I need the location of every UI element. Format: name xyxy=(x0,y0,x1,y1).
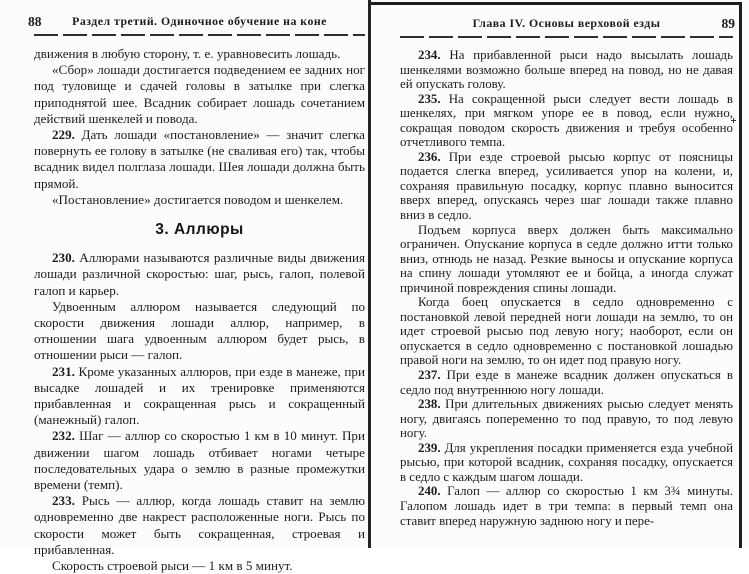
left-running-title: Раздел третий. Одиночное обучение на коне xyxy=(72,14,327,28)
paragraph xyxy=(34,299,365,364)
paragraph xyxy=(34,46,365,62)
right-page-top-edge xyxy=(371,2,740,5)
paragraph xyxy=(34,192,365,208)
paragraph xyxy=(400,441,733,485)
paragraph xyxy=(400,48,733,92)
paragraph xyxy=(400,150,733,223)
right-page-right-edge xyxy=(739,2,742,548)
paragraph-number: 229. xyxy=(52,127,75,143)
paragraph-text: Для укрепления посадки применяется езда учебной рысью, при которой всадник, сохраняя посадку, опускается в седло с каждым шагом лошади. xyxy=(400,440,733,484)
paragraph xyxy=(34,428,365,493)
left-page xyxy=(28,14,365,574)
paragraph xyxy=(400,368,733,397)
paragraph-text: Дать лошади «постановление» — значит слегка повернуть ее голову в затылке (не сваливая его) так, чтобы всадник видел полглаза лошади. Шея лошади должна быть прямой. xyxy=(34,127,365,191)
paragraph-number: 230. xyxy=(52,250,75,266)
paragraph xyxy=(400,92,733,150)
page-gutter-divider xyxy=(368,0,371,548)
paragraph xyxy=(34,62,365,127)
left-running-head xyxy=(28,14,365,31)
paragraph-text: Шаг — аллюр со скоростью 1 км в 10 минут. При движении шагом лошадь отбивает ногами четыре последовательных удара о землю в разные промежутки времени (темп). xyxy=(34,428,365,493)
paragraph-number: 232. xyxy=(52,428,75,444)
right-running-title: Глава IV. Основы верховой езды xyxy=(472,16,661,30)
left-page-body xyxy=(34,46,365,574)
paragraph-text: Скорость строевой рыси — 1 км в 5 минут. xyxy=(52,558,293,574)
paragraph-text: При езде в манеже всадник должен опускаться в седло под внутреннюю ногу лошади. xyxy=(400,368,733,397)
paragraph-text: «Сбор» лошади достигается подведением ее задних ног под туловище и сдачей головы в затылке при слегка приподнятой шее. Всадник собирает лошадь сочетанием действий шенкелей и повода. xyxy=(34,62,365,126)
paragraph-text: При длительных движениях рысью следует менять ногу, двигаясь попеременно то под правую, то под левую ногу. xyxy=(400,397,733,441)
paragraph-text: На прибавленной рыси надо высылать лошадь шенкелями возможно больше вперед на повод, но не давая ей опускать голову. xyxy=(400,48,733,92)
paragraph-text: Кроме указанных аллюров, при езде в манеже, при высадке лошадей и их тренировке применяются прибавленная и сокращенная рысь и сокращенный (манежный) галоп. xyxy=(34,363,365,428)
left-header-rule xyxy=(34,34,365,36)
paragraph-text: движения в любую сторону, т. е. уравновесить лошадь. xyxy=(34,46,341,61)
paragraph xyxy=(400,295,733,368)
paragraph xyxy=(400,397,733,441)
paragraph-text: На сокращенной рыси следует вести лошадь в шенкелях, при мягком упоре ее в повод, если нужно, сокращая поводом скорость движения и требуя особенно отчетливого темпа. xyxy=(400,91,733,150)
section-heading: 3. Аллюры xyxy=(155,221,244,239)
right-running-head xyxy=(400,16,733,33)
paragraph-number: 239. xyxy=(418,440,441,455)
paragraph-text: «Постановление» достигается поводом и шенкелем. xyxy=(52,191,344,207)
right-page-number: 89 xyxy=(721,16,735,31)
paragraph-number: 231. xyxy=(52,363,75,379)
paragraph xyxy=(34,493,365,558)
paragraph-number: 237. xyxy=(418,368,441,383)
paragraph-number: 235. xyxy=(418,91,441,106)
paragraph xyxy=(34,558,365,574)
paragraph-text: Галоп — аллюр со скоростью 1 км 3¾ минуты. Галопом лошадь идет в три темпа: в первый темп она ставит вперед наружную заднюю ногу и пере- xyxy=(400,484,733,528)
paragraph xyxy=(34,250,365,299)
paragraph xyxy=(34,127,365,192)
paragraph-text: Подъем корпуса вверх должен быть максимально ограничен. Опускание корпуса в седле должно итти только вниз, отнюдь не назад. Резкие выносы и опускание корпуса на спину лошади утомляют ее и бойца, а иногда служат причиной повреждения спины лошади. xyxy=(400,222,733,295)
paragraph xyxy=(34,364,365,429)
paragraph-number: 234. xyxy=(418,48,441,62)
left-page-number: 88 xyxy=(28,14,42,29)
paragraph xyxy=(400,484,733,528)
paragraph-number: 238. xyxy=(418,397,441,412)
paragraph-number: 233. xyxy=(52,493,75,509)
paragraph-number: 236. xyxy=(418,149,441,164)
paragraph-text: Рысь — аллюр, когда лошадь ставит на землю одновременно две накрест расположенные ноги. Рысь по скорости может быть сокращенная, строевая и прибавленная. xyxy=(34,493,365,557)
paragraph-text: Когда боец опускается в седло одновременно с постановкой левой передней ноги лошади на землю, то он идет строевой рысью под левую ногу; наоборот, если он опускается в седло одновременно с постановкой лошадью правой ноги на землю, то он идет под правую ногу. xyxy=(400,295,733,368)
paragraph-text: Аллюрами называются различные виды движения лошади различной скоростью: шаг, рысь, галоп, полевой галоп и карьер. xyxy=(34,250,365,298)
right-header-rule xyxy=(400,36,733,38)
right-page-body xyxy=(400,48,733,528)
paragraph-text: При езде строевой рысью корпус от поясницы подается слегка вперед, усиливается упор на колени, и, сохраняя правильную посадку, корпус плавно выносится вверх вперед, опускаясь через шаг лошади также плавно вниз в седло. xyxy=(400,149,734,223)
right-page xyxy=(400,16,733,528)
paragraph xyxy=(400,223,733,296)
paragraph-text: Удвоенным аллюром называется следующий по скорости движения лошади аллюр, например, в отношении шага удвоенным аллюром будет рысь, в отношении рыси — галоп. xyxy=(34,298,365,363)
paragraph-number: 240. xyxy=(418,484,441,499)
